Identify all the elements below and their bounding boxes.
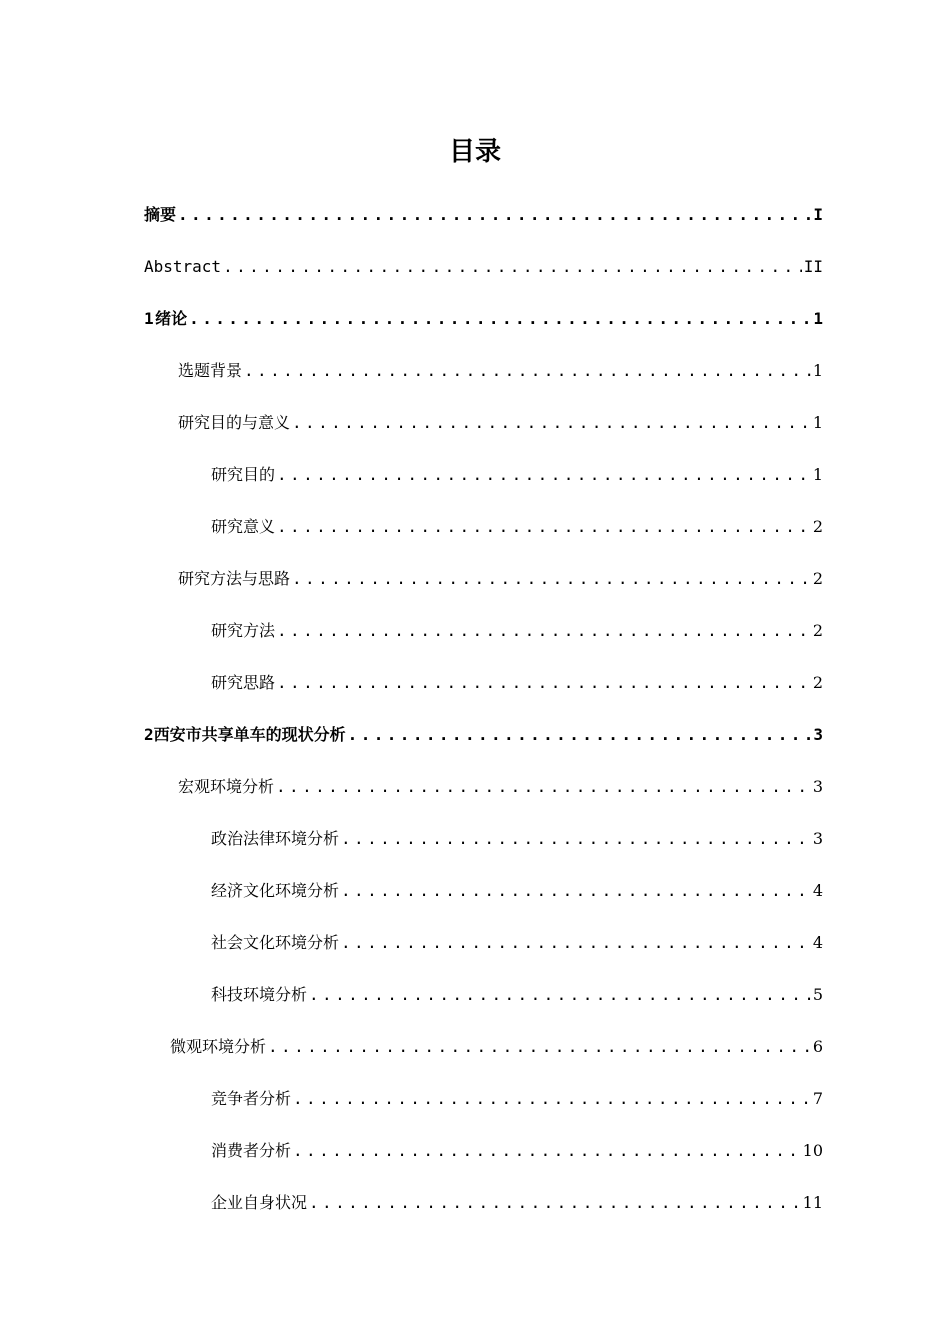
toc-entry-page: 5	[812, 985, 823, 1004]
toc-entry-label: 竞争者分析	[211, 1089, 292, 1108]
toc-entry-page: 6	[812, 1037, 823, 1056]
toc-entry-label: 微观环境分析	[170, 1037, 267, 1056]
toc-leader-dots	[268, 1036, 811, 1058]
toc-entry[interactable]	[178, 398, 823, 434]
toc-leader-dots	[277, 464, 811, 486]
toc-leader-dots	[277, 672, 811, 694]
toc-entry-page: 7	[812, 1089, 823, 1108]
toc-entry-label: 摘要	[144, 205, 177, 224]
toc-entry-page: 2	[812, 569, 823, 588]
toc-leader-dots	[277, 620, 811, 642]
toc-entry-label: 宏观环境分析	[178, 777, 275, 796]
toc-entry-page: 2	[812, 673, 823, 692]
toc-entry-page: 1	[813, 309, 823, 328]
toc-leader-dots	[276, 776, 811, 798]
toc-leader-dots	[178, 204, 811, 226]
toc-entry[interactable]	[178, 762, 823, 798]
toc-entry[interactable]	[211, 1074, 823, 1110]
toc-entry-label: 经济文化环境分析	[211, 881, 340, 900]
toc-leader-dots	[293, 1140, 801, 1162]
toc-entry[interactable]	[211, 450, 823, 486]
toc-leader-dots	[292, 412, 811, 434]
toc-entry-label: 科技环境分析	[211, 985, 308, 1004]
toc-leader-dots	[341, 880, 811, 902]
toc-entry-page: 2	[812, 517, 823, 536]
toc-entry-label: 选题背景	[178, 361, 243, 380]
toc-entry-label: 研究方法与思路	[178, 569, 291, 588]
toc-entry-label: 研究目的与意义	[178, 413, 291, 432]
toc-entry-page: II	[803, 257, 823, 276]
toc-leader-dots	[309, 984, 811, 1006]
toc-entry[interactable]	[211, 1126, 823, 1162]
toc-entry-label: 西安市共享单车的现状分析	[153, 725, 346, 744]
toc-entry-page: 1	[812, 361, 823, 380]
toc-entry[interactable]	[211, 658, 823, 694]
toc-entry-page: 4	[812, 933, 823, 952]
toc-entry-page: I	[813, 205, 823, 224]
toc-leader-dots	[309, 1192, 801, 1214]
toc-entry-label: 消费者分析	[211, 1141, 292, 1160]
toc-entry-number: 1	[144, 309, 154, 328]
toc-entry[interactable]	[170, 1022, 823, 1058]
toc-entry-page: 1	[812, 413, 823, 432]
toc-entry-page: 10	[802, 1141, 823, 1160]
toc-entry-page: 2	[812, 621, 823, 640]
toc-entry-label: 研究目的	[211, 465, 276, 484]
toc-entry[interactable]	[211, 970, 823, 1006]
toc-entry[interactable]	[178, 554, 823, 590]
toc-entry-label: 研究思路	[211, 673, 276, 692]
toc-entry[interactable]	[211, 814, 823, 850]
toc-leader-dots	[244, 360, 811, 382]
toc-leader-dots	[348, 724, 812, 746]
toc-leader-dots	[223, 256, 802, 278]
toc-leader-dots	[293, 1088, 811, 1110]
toc-entry[interactable]	[178, 346, 823, 382]
toc-leader-dots	[277, 516, 811, 538]
toc-entry[interactable]	[211, 606, 823, 642]
toc-entry-page: 11	[802, 1193, 823, 1212]
toc-entry-label: Abstract	[144, 257, 222, 276]
toc-entry[interactable]	[211, 1178, 823, 1214]
toc-entry-page: 4	[812, 881, 823, 900]
toc-entry-page: 3	[812, 777, 823, 796]
toc-leader-dots	[189, 308, 811, 330]
toc-entry-label: 研究方法	[211, 621, 276, 640]
toc-entry[interactable]	[211, 502, 823, 538]
toc-entry-number: 2	[144, 725, 154, 744]
toc-leader-dots	[341, 932, 811, 954]
toc-entry-label: 社会文化环境分析	[211, 933, 340, 952]
toc-leader-dots	[292, 568, 811, 590]
toc-entry[interactable]	[144, 242, 823, 278]
toc-entry-label: 绪论	[155, 309, 188, 328]
toc-entry-page: 1	[812, 465, 823, 484]
toc-entry[interactable]	[211, 866, 823, 902]
toc-entry[interactable]	[211, 918, 823, 954]
toc-entry[interactable]	[144, 710, 823, 746]
page-title: 目录	[448, 137, 501, 167]
toc-entry-page: 3	[813, 725, 823, 744]
toc-entry[interactable]	[144, 294, 823, 330]
toc-entry-label: 企业自身状况	[211, 1193, 308, 1212]
toc-entry-page: 3	[812, 829, 823, 848]
toc-entry[interactable]	[144, 190, 823, 226]
toc-entry-label: 研究意义	[211, 517, 276, 536]
toc-leader-dots	[341, 828, 811, 850]
toc-entry-label: 政治法律环境分析	[211, 829, 340, 848]
